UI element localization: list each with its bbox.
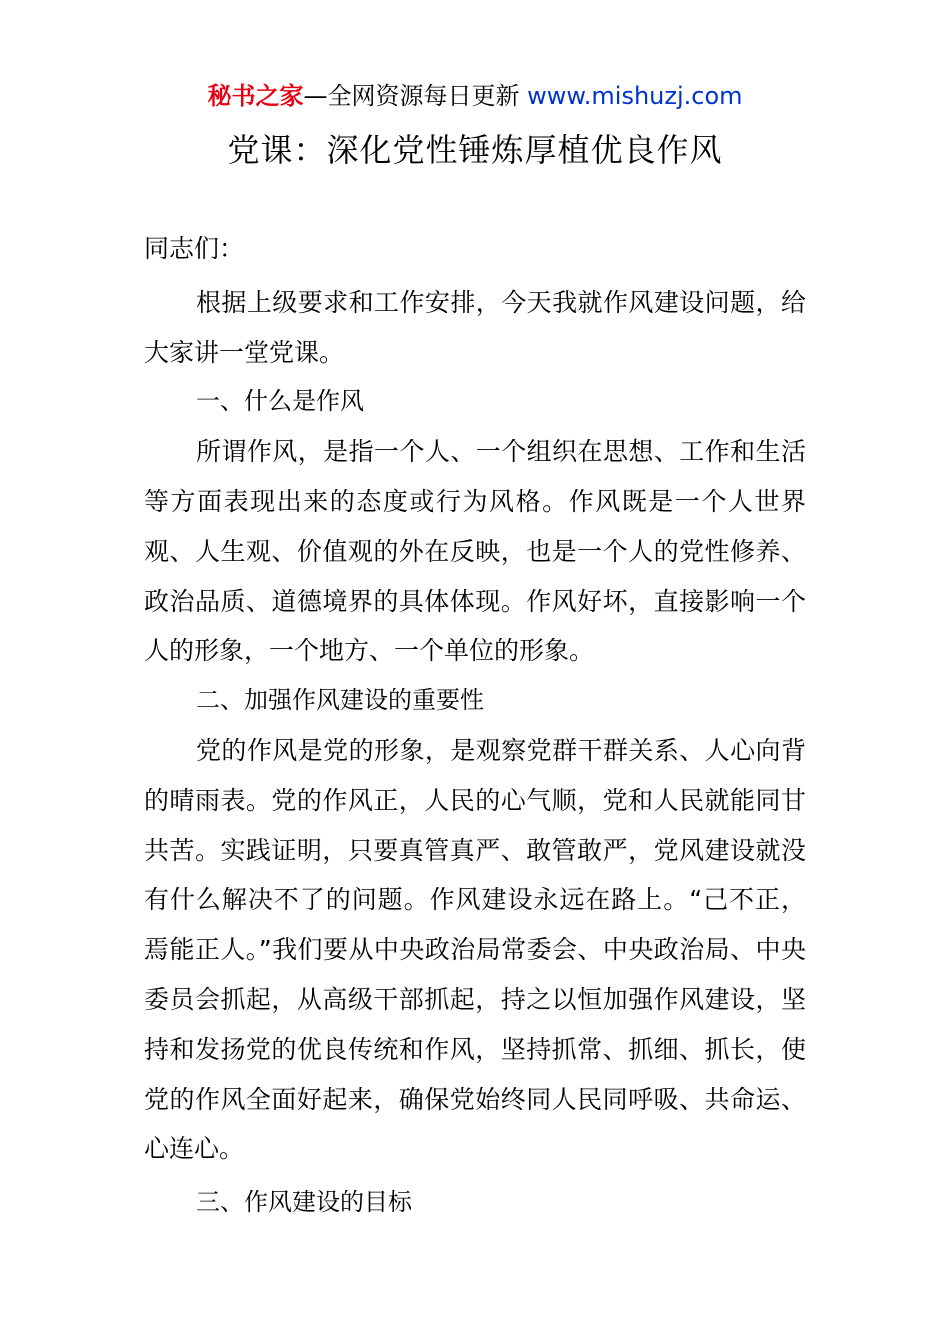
site-header	[0, 80, 950, 112]
header-tagline: —全网资源每日更新	[303, 82, 520, 110]
brand-name: 秘书之家	[207, 82, 304, 110]
document-title: 党课：深化党性锤炼厚植优良作风	[227, 131, 723, 169]
section-heading-2: 二、加强作风建设的重要性	[196, 686, 484, 715]
paragraph-definition: 所谓作风，是指一个人、一个组织在思想、工作和生活等方面表现出来的态度或行为风格。作风既是一个人世界观、人生观、价值观的外在反映，也是一个人的党性修养、政治品质、道德境界的具体体现。作风好坏，直接影响一个人的形象，一个地方、一个单位的形象。	[144, 437, 806, 666]
site-url-link[interactable]: www.mishuzj.com	[527, 82, 743, 110]
document-body	[144, 224, 806, 1228]
section-heading-3: 三、作风建设的目标	[196, 1188, 412, 1217]
paragraph-importance: 党的作风是党的形象，是观察党群干群关系、人心向背的晴雨表。党的作风正，人民的心气顺，党和人民就能同甘共苦。实践证明，只要真管真严、敢管敢严，党风建设就没有什么解决不了的问题。作风建设永远在路上。“己不正，焉能正人。”我们要从中央政治局常委会、中央政治局、中央委员会抓起，从高级干部抓起，持之以恒加强作风建设，坚持和发扬党的优良传统和作风，坚持抓常、抓细、抓长，使党的作风全面好起来，确保党始终同人民同呼吸、共命运、心连心。	[144, 735, 806, 1164]
paragraph-intro: 根据上级要求和工作安排，今天我就作风建设问题，给大家讲一堂党课。	[144, 287, 806, 367]
salutation: 同志们：	[144, 234, 245, 263]
section-heading-1: 一、什么是作风	[196, 387, 364, 416]
